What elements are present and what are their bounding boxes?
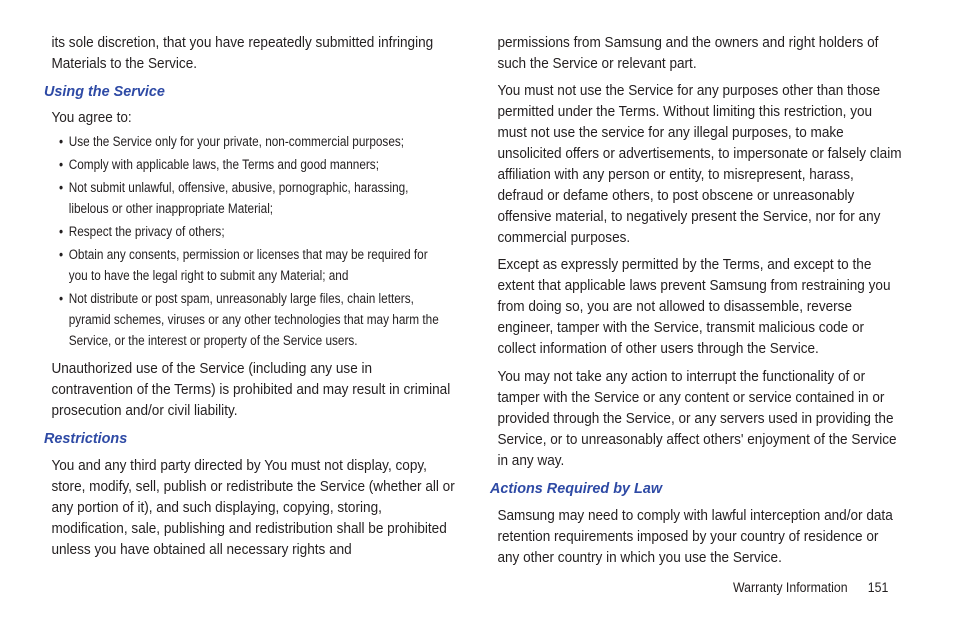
- list-item: • Use the Service only for your private, non-commercial purposes;: [52, 131, 440, 152]
- bullet-icon: •: [59, 134, 64, 149]
- bullet-icon: •: [59, 224, 64, 239]
- bullet-icon: •: [59, 157, 64, 172]
- heading-restrictions: Restrictions: [44, 430, 128, 447]
- bullet-icon: •: [59, 247, 64, 262]
- left-column: [44, 33, 454, 561]
- interrupt-paragraph: You may not take any action to interrupt the functionality of or tamper with the Service or any content or service contained in or provided through the Service, or any servers used in providing the Service, or to unreasonably affect others' enjoyment of the Service in any way.: [497, 369, 897, 469]
- footer-section-title: Warranty Information: [733, 580, 848, 595]
- permissions-paragraph: permissions from Samsung and the owners and right holders of such the Service or relevant part.: [497, 35, 879, 72]
- bullet-icon: •: [59, 180, 64, 195]
- list-item: • Comply with applicable laws, the Terms and good manners;: [52, 154, 440, 175]
- list-item: • Obtain any consents, permission or licenses that may be required for you to have the legal right to submit any Material; and: [52, 244, 440, 286]
- page-number: 151: [867, 580, 889, 595]
- list-item: • Not submit unlawful, offensive, abusive, pornographic, harassing, libelous or other inappropriate Material;: [52, 177, 440, 219]
- bullet-list: [44, 131, 454, 351]
- list-item: • Not distribute or post spam, unreasonably large files, chain letters, pyramid schemes, viruses or any other technologies that may harm the Service, or the interest or property of the Service users.: [52, 288, 440, 351]
- usage-restriction-paragraph: You must not use the Service for any purposes other than those permitted under the Terms. Without limiting this restriction, you must not use the service for any illegal purposes, to make unsolicited offers or advertisements, to impersonate or falsely claim affiliation with any person or entity, to misrepresent, harass, defraud or defame others, to post obscene or unreasonably offensive material, to negatively present the Service, nor for any commercial purposes.: [497, 83, 902, 246]
- disassemble-paragraph: Except as expressly permitted by the Terms, and except to the extent that applicable laws prevent Samsung from restraining you from doing so, you are not allowed to disassemble, reverse engineer, tamper with the Service, transmit malicious code or collect information of other users through the Service.: [497, 257, 891, 357]
- interception-paragraph: Samsung may need to comply with lawful interception and/or data retention requirements imposed by your country of residence or any other country in which you use the Service.: [497, 508, 893, 566]
- page-footer: [733, 578, 888, 598]
- heading-using-the-service: Using the Service: [44, 83, 165, 100]
- agree-text: You agree to:: [51, 110, 132, 126]
- bullet-icon: •: [59, 291, 64, 306]
- heading-actions-required-by-law: Actions Required by Law: [490, 480, 663, 497]
- right-column: [490, 33, 900, 569]
- unauthorized-paragraph: Unauthorized use of the Service (including any use in contravention of the Terms) is prohibited and may result in criminal prosecution and/or civil liability.: [51, 361, 451, 419]
- restrictions-paragraph: You and any third party directed by You must not display, copy, store, modify, sell, publish or redistribute the Service (whether all or any portion of it), and such displaying, copying, storing, modification, sale, publishing and redistribution shall be prohibited unless you have obtained all necessary rights and: [51, 458, 455, 558]
- intro-paragraph: its sole discretion, that you have repeatedly submitted infringing Materials to the Service.: [51, 35, 434, 72]
- list-item: • Respect the privacy of others;: [52, 221, 440, 242]
